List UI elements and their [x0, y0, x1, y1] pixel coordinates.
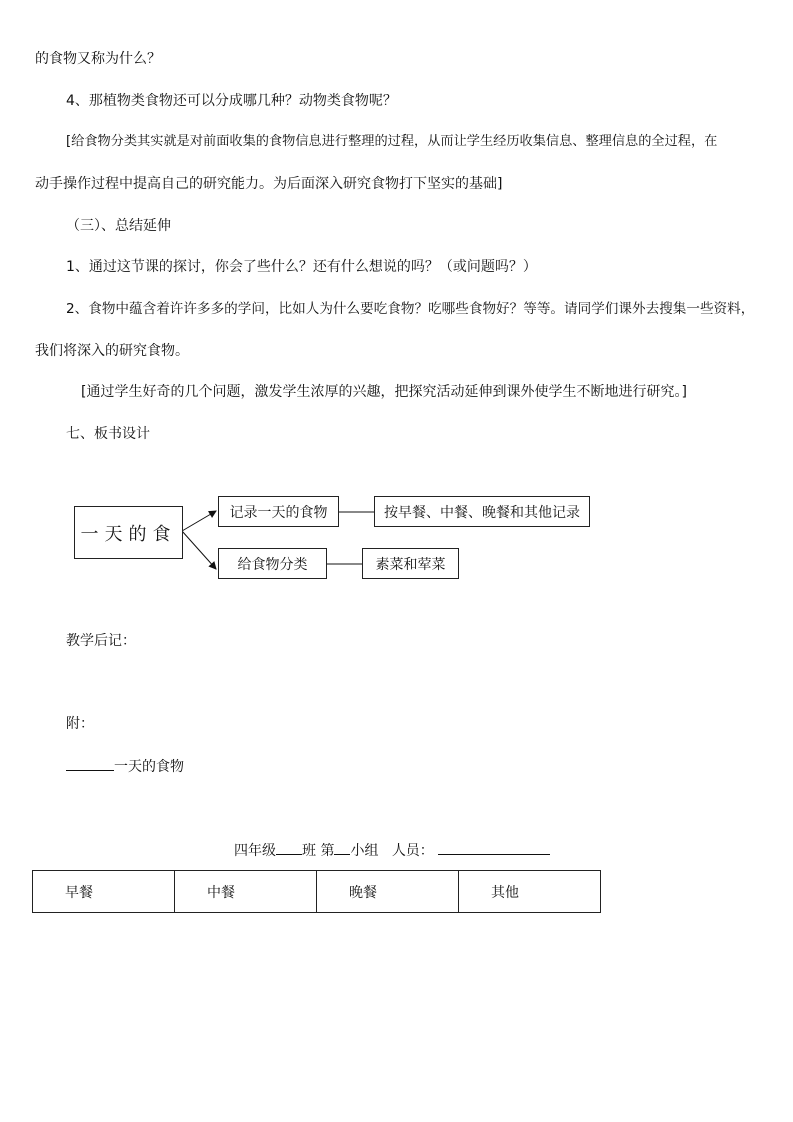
- group-prefix: 第: [320, 843, 335, 859]
- group-suffix: 小组: [350, 843, 379, 859]
- header-breakfast: 早餐: [33, 871, 175, 913]
- teaching-notes-label: 教学后记：: [66, 633, 136, 649]
- text-line-4: 动手操作过程中提高自己的研究能力。为后面深入研究食物打下坚实的基础]: [35, 176, 503, 192]
- header-other: 其他: [459, 871, 601, 913]
- class-label: 班: [302, 843, 316, 859]
- grade-label: 四年级: [234, 843, 276, 859]
- appendix-label: 附：: [66, 716, 94, 732]
- header-lunch: 中餐: [175, 871, 317, 913]
- arrow-to-record: [182, 511, 216, 531]
- arrow-to-classify: [182, 531, 216, 569]
- section-heading-summary: （三）、总结延伸: [66, 218, 171, 234]
- class-blank: [276, 840, 302, 855]
- food-title-text: 一天的食物: [114, 759, 184, 775]
- text-line-8: 我们将深入的研究食物。: [35, 343, 189, 359]
- diagram-root-box: 一天的食: [74, 506, 183, 559]
- text-line-7: 2、食物中蕴含着许许多多的学问，比如人为什么要吃食物？吃哪些食物好？等等。请同学们课外去搜集一些资料，: [66, 301, 755, 317]
- group-blank: [334, 840, 350, 855]
- text-line-9: [通过学生好奇的几个问题，激发学生浓厚的兴趣，把探究活动延伸到课外使学生不断地进行研究。]: [81, 384, 687, 400]
- food-title: [66, 756, 184, 777]
- diagram-leaf-record-method: 按早餐、中餐、晚餐和其他记录: [374, 496, 590, 527]
- meal-record-table: [32, 870, 601, 913]
- diagram-branch-record: 记录一天的食物: [218, 496, 339, 527]
- text-line-1: 的食物又称为什么？: [35, 51, 161, 67]
- section-heading-board-design: 七、板书设计: [66, 426, 150, 442]
- diagram-branch-classify: 给食物分类: [218, 548, 327, 579]
- header-dinner: 晚餐: [317, 871, 459, 913]
- text-line-3: [给食物分类其实就是对前面收集的食物信息进行整理的过程，从而让学生经历收集信息、整理信息的全过程，在: [66, 134, 718, 149]
- table-row: [33, 871, 601, 913]
- text-line-2: 4、那植物类食物还可以分成哪几种？动物类食物呢？: [66, 93, 397, 109]
- diagram-leaf-veg-meat: 素菜和荤菜: [362, 548, 459, 579]
- text-line-6: 1、通过这节课的探讨，你会了些什么？还有什么想说的吗？（或问题吗？）: [66, 259, 537, 275]
- group-info-line: [234, 840, 550, 861]
- members-blank: [438, 840, 550, 855]
- name-blank: [66, 756, 114, 771]
- members-label: 人员：: [391, 843, 434, 859]
